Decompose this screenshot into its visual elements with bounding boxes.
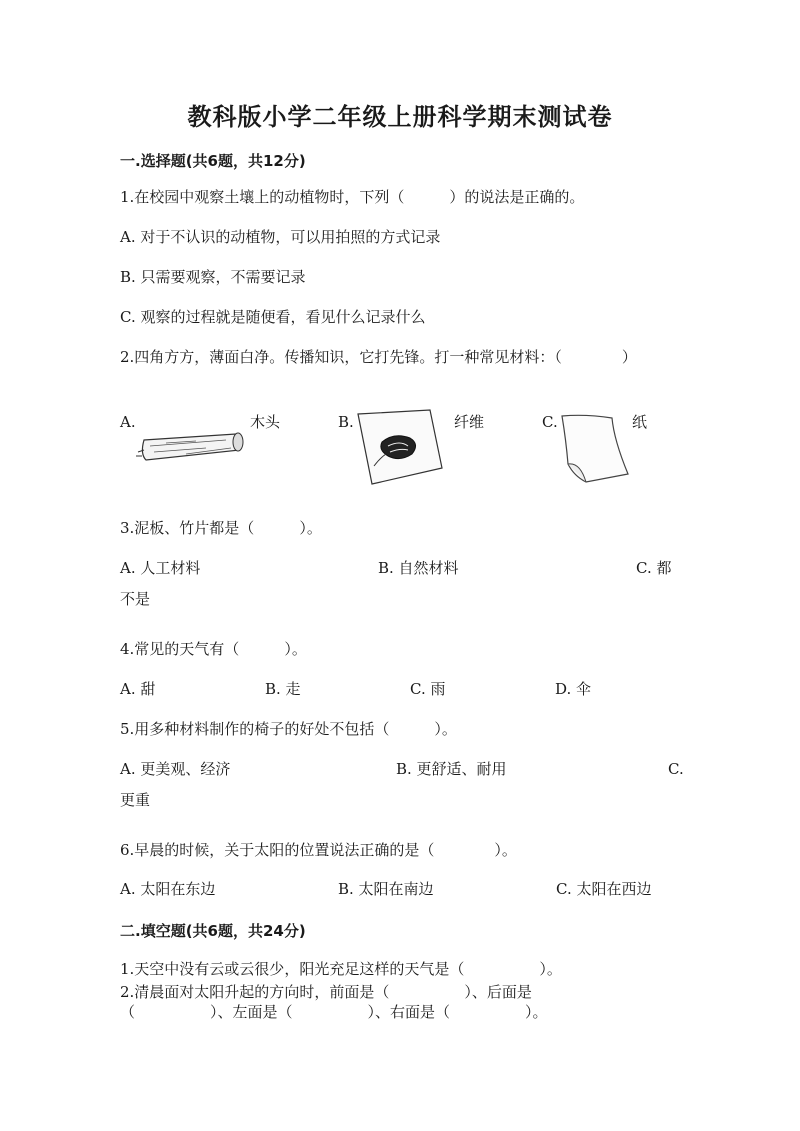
question-1-option-b[interactable]: B. 只需要观察，不需要记录 bbox=[120, 268, 306, 286]
question-1-option-a[interactable]: A. 对于不认识的动植物，可以用拍照的方式记录 bbox=[120, 228, 441, 246]
question-3-option-a[interactable]: A. 人工材料 bbox=[120, 559, 201, 577]
wood-log-image bbox=[136, 430, 248, 464]
question-3-stem: 3.泥板、竹片都是（ ）。 bbox=[120, 519, 322, 537]
question-5-stem: 5.用多种材料制作的椅子的好处不包括（ ）。 bbox=[120, 720, 457, 738]
question-2-option-a-letter[interactable]: A. bbox=[120, 413, 136, 431]
question-4-stem: 4.常见的天气有（ ）。 bbox=[120, 640, 307, 658]
section-choice-header: 一.选择题(共6题，共12分) bbox=[120, 152, 306, 170]
question-5-option-c-cont[interactable]: 更重 bbox=[120, 791, 151, 809]
fill-question-2-line1: 2.清晨面对太阳升起的方向时，前面是（ ）、后面是 bbox=[120, 983, 532, 1001]
fill-question-2-line2: （ ）、左面是（ ）、右面是（ ）。 bbox=[120, 1003, 548, 1021]
page-title: 教科版小学二年级上册科学期末测试卷 bbox=[187, 103, 613, 131]
question-5-option-b[interactable]: B. 更舒适、耐用 bbox=[396, 760, 507, 778]
question-4-option-b[interactable]: B. 走 bbox=[265, 680, 301, 698]
question-2-option-a-text[interactable]: 木头 bbox=[250, 413, 281, 431]
fill-question-1: 1.天空中没有云或云很少，阳光充足这样的天气是（ ）。 bbox=[120, 960, 562, 978]
question-3-option-c-cont[interactable]: 不是 bbox=[120, 590, 151, 608]
question-6-option-b[interactable]: B. 太阳在南边 bbox=[338, 880, 434, 898]
paper-sheet-image bbox=[556, 410, 632, 484]
question-2-option-b-letter[interactable]: B. bbox=[338, 413, 354, 431]
question-2-option-b-text[interactable]: 纤维 bbox=[454, 413, 485, 431]
question-2-option-c-letter[interactable]: C. bbox=[542, 413, 558, 431]
section-fill-header: 二.填空题(共6题，共24分) bbox=[120, 922, 306, 940]
question-3-option-c[interactable]: C. 都 bbox=[636, 559, 672, 577]
question-3-option-b[interactable]: B. 自然材料 bbox=[378, 559, 459, 577]
question-2-option-c-text[interactable]: 纸 bbox=[632, 413, 648, 431]
question-6-stem: 6.早晨的时候，关于太阳的位置说法正确的是（ ）。 bbox=[120, 841, 517, 859]
question-5-option-c[interactable]: C. bbox=[668, 760, 684, 778]
question-6-option-a[interactable]: A. 太阳在东边 bbox=[120, 880, 216, 898]
question-4-option-a[interactable]: A. 甜 bbox=[120, 680, 156, 698]
fiber-sheet-image bbox=[354, 408, 446, 488]
question-6-option-c[interactable]: C. 太阳在西边 bbox=[556, 880, 652, 898]
question-5-option-a[interactable]: A. 更美观、经济 bbox=[120, 760, 231, 778]
question-4-option-c[interactable]: C. 雨 bbox=[410, 680, 446, 698]
question-4-option-d[interactable]: D. 伞 bbox=[555, 680, 592, 698]
question-1-option-c[interactable]: C. 观察的过程就是随便看，看见什么记录什么 bbox=[120, 308, 426, 326]
question-1-stem: 1.在校园中观察土壤上的动植物时，下列（ ）的说法是正确的。 bbox=[120, 188, 585, 206]
question-2-stem: 2.四角方方，薄面白净。传播知识，它打先锋。打一种常见材料：（ ） bbox=[120, 348, 637, 366]
